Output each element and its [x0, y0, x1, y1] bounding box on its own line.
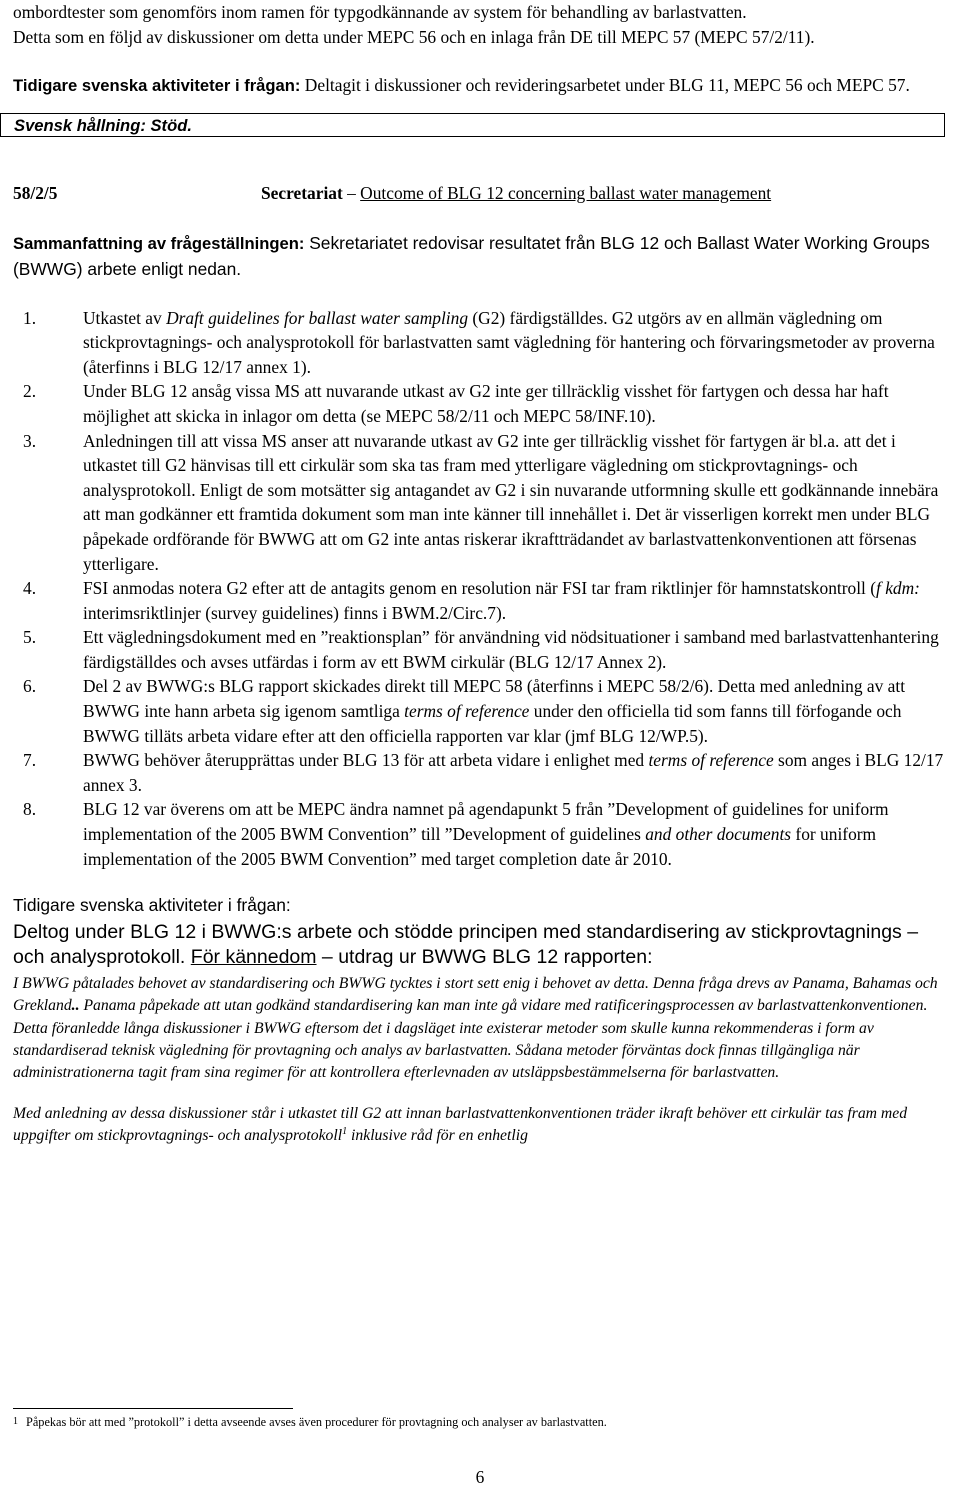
list-item: [13, 379, 948, 428]
list-item-text: BWWG behöver återupprättas under BLG 13 för att arbeta vidare i enlighet med terms of reference som anges i BLG 12/17 annex 3.: [83, 750, 944, 795]
agenda-ref: 58/2/5: [13, 182, 58, 203]
list-item-number: 5.: [23, 627, 37, 648]
list-item-text: FSI anmodas notera G2 efter att de antagits genom en resolution när FSI tar fram riktlinjer för hamnstatskontroll (f kdm: interimsriktlinjer (survey guidelines) finns i BWM.2/Circ.7).: [83, 578, 920, 623]
agenda-title: Outcome of BLG 12 concerning ballast water management: [360, 182, 772, 203]
numbered-list: [13, 306, 948, 872]
previous-activities-2-body: [13, 920, 948, 971]
footnote-text: Påpekas bör att med ”protokoll” i detta avseende avses även procedurer för provtagning och analyser av barlastvatten.: [26, 1415, 607, 1429]
report-excerpt-paragraph-1: I BWWG påtalades behovet av standardisering och BWWG tycktes i stort sett enig i behovet av detta. Denna fråga drevs av Panama, Bahamas och Grekland.. Panama påpekade att utan godkänd standardisering kan man inte gå vidare med ratificeringsprocessen av barlastvattenkonventionen. Detta föranledde långa diskussioner i BWWG eftersom det i dagsläget inte existerar metoder som skulle kunna rekommenderas i form av standardiserad teknisk vägledning för provtagning och analys av barlastvatten. Sådana metoder förväntas dock finnas tillgängliga när administrationerna tagit fram sina regimer för att kontrollera efterlevnaden av utsläppsbestämmelserna för barlastvatten.: [13, 974, 938, 1082]
list-item-text: Under BLG 12 ansåg vissa MS att nuvarande utkast av G2 inte ger tillräcklig visshet för fartygen och dessa har haft möjlighet att skicka in inlagor om detta (se MEPC 58/2/11 och MEPC 58/INF.10).: [83, 381, 889, 426]
list-item: [13, 748, 948, 797]
list-item-number: 1.: [23, 307, 37, 328]
list-item-number: 4.: [23, 578, 37, 599]
list-item-number: 3.: [23, 430, 37, 451]
list-item: [13, 306, 948, 380]
intro-line-1: ombordtester som genomförs inom ramen för typgodkännande av system för behandling av barlastvatten.: [13, 2, 747, 22]
list-item-number: 8.: [23, 799, 37, 820]
list-item-text: Ett vägledningsdokument med en ”reaktionsplan” för användning vid nödsituationer i samband med barlastvattenhantering färdigställdes och avses utfärdas i form av ett BWM cirkulär (BLG 12/17 Annex 2).: [83, 627, 939, 672]
list-item: [13, 625, 948, 674]
list-item-number: 6.: [23, 676, 37, 697]
summary-heading: Sammanfattning av frågeställningen:: [13, 234, 305, 254]
list-item: [13, 797, 948, 871]
previous-activities-2-text: Deltog under BLG 12 i BWWG:s arbete och stödde principen med standardisering av stickprovtagnings – och analysprotokoll.: [13, 920, 919, 969]
agenda-submitter: Secretariat: [261, 182, 343, 203]
previous-activities-text: Deltagit i diskussioner och revideringsarbetet under BLG 11, MEPC 56 och MEPC 57.: [300, 75, 910, 96]
footnote-reference[interactable]: 1: [342, 1126, 348, 1138]
list-item: [13, 674, 948, 748]
list-item-text: Del 2 av BWWG:s BLG rapport skickades direkt till MEPC 58 (återfinns i MEPC 58/2/6). Detta med anledning av att BWWG inte hann arbeta sig igenom samtliga terms of reference under den officiella tid som fanns till förfogande och BWWG tilläts arbeta vidare efter att den officiella rapporten var klar (jmf BLG 12/WP.5).: [83, 676, 906, 746]
fyi-label: För kännedom: [190, 946, 317, 969]
intro-line-2: Detta som en följd av diskussioner om detta under MEPC 56 och en inlaga från DE till MEPC 57 (MEPC 57/2/11).: [13, 26, 815, 47]
list-item-text: Utkastet av Draft guidelines for ballast water sampling (G2) färdigställdes. G2 utgörs av en allmän vägledning om stickprovtagnings- och analysprotokoll för barlastvatten samt vägledning för hantering och förvaringsmetoder av proverna (återfinns i BLG 12/17 annex 1).: [83, 307, 935, 377]
list-item: [13, 429, 948, 577]
list-item: [13, 576, 948, 625]
summary: [13, 231, 948, 281]
previous-activities-2: [13, 893, 948, 971]
footnote: [13, 1414, 607, 1430]
footnote-marker: 1: [13, 1416, 18, 1427]
agenda-dash: –: [342, 182, 361, 203]
previous-activities-1: [13, 73, 948, 99]
previous-activities-2-text-after: – utdrag ur BWWG BLG 12 rapporten:: [316, 946, 653, 969]
footnote-separator: [13, 1408, 293, 1409]
swedish-position-label: Svensk hållning: Stöd.: [14, 115, 192, 135]
document-page: [13, 0, 948, 1148]
summary-text: Sekretariatet redovisar resultatet från BLG 12 och Ballast Water Working Groups (BWWG) arbete enligt nedan.: [13, 233, 930, 279]
agenda-item-header: [13, 181, 948, 206]
report-excerpt-paragraph-2: Med anledning av dessa diskussioner står i utkastet till G2 att innan barlastvattenkonventionen träder ikraft behöver ett cirkulär tas fram med uppgifter om stickprovtagnings- och analysprotokoll$^1$ inklusive råd för en enhetlig: [13, 1104, 908, 1145]
previous-activities-heading: Tidigare svenska aktiviteter i frågan:: [13, 76, 301, 96]
list-item-number: 7.: [23, 750, 37, 771]
list-item-text: Anledningen till att vissa MS anser att nuvarande utkast av G2 inte ger tillräcklig visshet för fartygen är bl.a. att det i utkastet till G2 hänvisas till ett cirkulär som ska tas fram med ytterligare vägledning om stickprovtagnings- och analysprotokoll. Enligt de som motsätter sig antagandet av G2 i sin nuvarande utformning skulle ett godkännande innebära att man godkänner ett framtida dokument som man inte känner till innehållet i. Det är visserligen korrekt men under BLG påpekade ordförande för BWWG att om G2 inte antas riskerar ikraftträdandet av barlastvattenkonventionen att försenas ytterligare.: [83, 430, 939, 574]
list-item-number: 2.: [23, 381, 37, 402]
previous-activities-2-heading: Tidigare svenska aktiviteter i frågan:: [13, 895, 291, 916]
list-item-text: BLG 12 var överens om att be MEPC ändra namnet på agendapunkt 5 från ”Development of guidelines for uniform implementation of the 2005 BWM Convention” till ”Development of guidelines and other documents for uniform implementation of the 2005 BWM Convention” med target completion date år 2010.: [83, 799, 889, 869]
page-number: 6: [475, 1467, 485, 1487]
swedish-position-box: [0, 113, 945, 137]
